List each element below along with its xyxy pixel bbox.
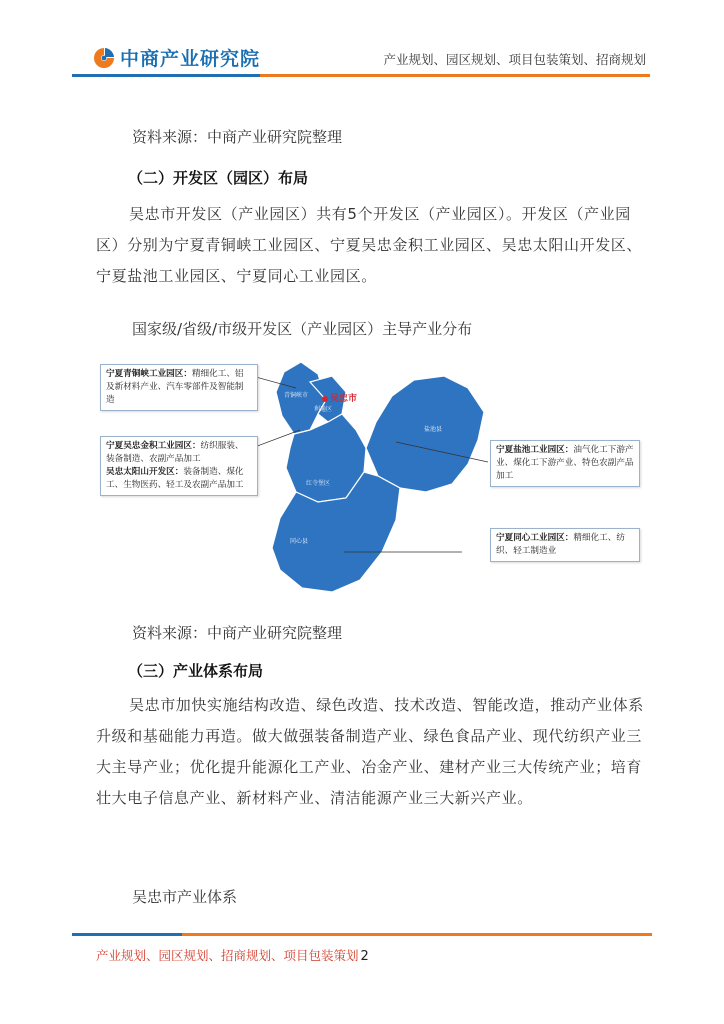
- callout-jinji-taiyangshan: [100, 436, 258, 496]
- development-zone-map: [96, 352, 644, 602]
- figure-caption: 吴忠市产业体系: [132, 888, 238, 906]
- header-tagline: 产业规划、园区规划、项目包装策划、招商规划: [383, 52, 646, 67]
- callout-title-2: 吴忠太阳山开发区：: [106, 467, 184, 477]
- paragraph: 吴忠市开发区（产业园区）共有5个开发区（产业园区）。开发区（产业园区）分别为宁夏青铜峡工业园区、宁夏吴忠金积工业园区、吴忠太阳山开发区、宁夏盐池工业园区、宁夏同心工业园区。: [96, 205, 643, 285]
- region-label-qingtongxia: 青铜峡市: [284, 392, 309, 399]
- section-heading: （二）开发区（园区）布局: [128, 169, 309, 187]
- page-header: [0, 0, 724, 90]
- callout-title: 宁夏同心工业园区：: [496, 533, 574, 543]
- logo: [92, 44, 260, 71]
- callout-text: 精细化工、纺织、轻工制造业: [496, 533, 625, 556]
- page-number: 2: [360, 949, 369, 964]
- callout-title: 宁夏青铜峡工业园区：: [106, 369, 192, 379]
- footer-rule-orange: [182, 933, 652, 936]
- paragraph: 吴忠市加快实施结构改造、绿色改造、技术改造、智能改造，推动产业体系升级和基础能力再造。做大做强装备制造产业、绿色食品产业、现代纺织产业三大主导产业；优化提升能源化工产业、冶金产业、建材产业三大传统产业；培育壮大电子信息产业、新材料产业、清洁能源产业三大新兴产业。: [96, 696, 644, 807]
- region-label-hongsibao: 红寺堡区: [306, 480, 331, 487]
- footer-tagline: 产业规划、园区规划、招商规划、项目包装策划: [96, 948, 359, 963]
- source-note: 资料来源：中商产业研究院整理: [132, 624, 343, 642]
- logo-icon: [92, 46, 116, 70]
- city-marker-icon: [322, 396, 328, 402]
- callout-title: 宁夏盐池工业园区：: [496, 445, 574, 455]
- region-label-litong: 利通区: [314, 406, 333, 413]
- callout-tongxin: [490, 528, 640, 562]
- page-footer: [96, 946, 369, 964]
- header-rule-orange: [260, 74, 650, 77]
- region-yanchi: [366, 376, 484, 492]
- callout-text: 油气化工下游产业、煤化工下游产业、特色农副产品加工: [496, 445, 634, 481]
- callout-text-2: 装备制造、煤化工、生物医药、轻工及农副产品加工: [106, 467, 244, 490]
- footer-rule-blue: [72, 933, 182, 936]
- callout-title: 宁夏吴忠金积工业园区：: [106, 441, 201, 451]
- region-label-tongxin: 同心县: [290, 538, 309, 545]
- callout-text: 精细化工、铝及新材料产业、汽车零部件及智能制造: [106, 369, 244, 405]
- callout-qingtongxia: [100, 364, 258, 411]
- logo-text: 中商产业研究院: [120, 48, 261, 70]
- header-rule-blue: [72, 74, 260, 77]
- callout-text: 纺织服装、装备制造、农副产品加工: [106, 441, 244, 464]
- section-heading: （三）产业体系布局: [128, 662, 264, 680]
- city-label: 吴忠市: [330, 394, 358, 404]
- figure-caption: 国家级/省级/市级开发区（产业园区）主导产业分布: [132, 320, 473, 338]
- region-label-yanchi: 盐池县: [424, 426, 443, 433]
- source-note: 资料来源：中商产业研究院整理: [132, 128, 343, 146]
- callout-yanchi: [490, 440, 640, 487]
